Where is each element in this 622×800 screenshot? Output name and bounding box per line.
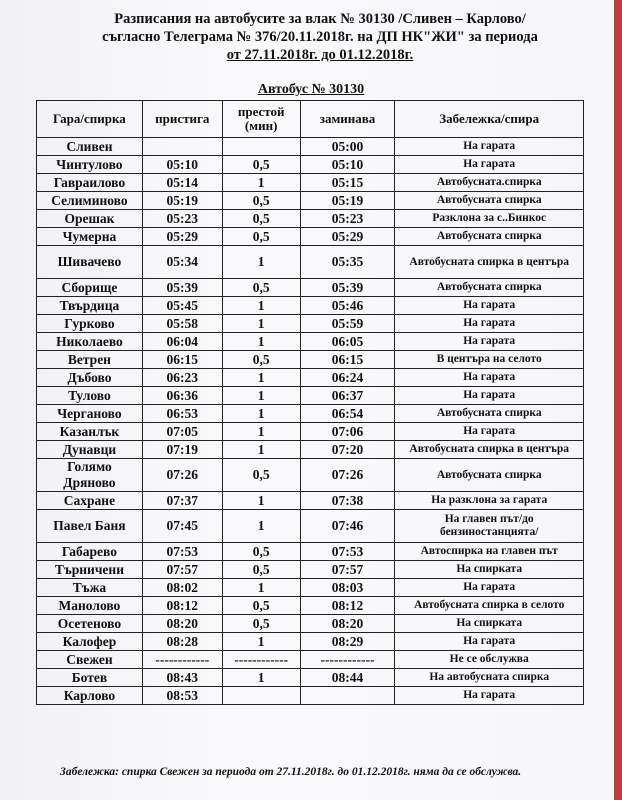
table-row [37,315,584,333]
depart-cell: 07:26 [300,459,395,492]
stay-cell: 1 [222,441,300,459]
note-cell: На гарата [395,315,584,333]
note-cell: На гарата [395,687,584,705]
stop-cell: Калофер [37,633,143,651]
stop-cell: Николаево [37,333,143,351]
depart-cell: 06:15 [300,351,395,369]
arrive-cell: 05:10 [142,156,222,174]
stay-cell: ------------ [222,651,300,669]
table-row [37,174,584,192]
table-row [37,669,584,687]
table-row [37,138,584,156]
table-row [37,297,584,315]
stay-cell: 1 [222,369,300,387]
note-cell: На гарата [395,138,584,156]
title-line-1: Разписания на автобусите за влак № 30130 /Сливен – Карлово/ [114,11,526,27]
bus-title: Автобус № 30130 [257,82,365,97]
stay-cell: 1 [222,387,300,405]
table-row [37,210,584,228]
stop-cell: Ветрен [37,351,143,369]
table-row [37,510,584,543]
stop-cell: Павел Баня [37,510,143,543]
depart-cell: 07:53 [300,543,395,561]
table-row [37,561,584,579]
depart-cell: 07:38 [300,492,395,510]
stop-cell: Чинтулово [37,156,143,174]
arrive-cell: 06:53 [142,405,222,423]
arrive-cell: 06:15 [142,351,222,369]
stay-cell: 0,5 [222,597,300,615]
table-row [37,651,584,669]
arrive-cell: 07:37 [142,492,222,510]
stop-cell: Орешак [37,210,143,228]
stop-cell: Свежен [37,651,143,669]
note-cell: Автобусната спирка [395,459,584,492]
note-cell: Автобусната спирка в селото [395,597,584,615]
note-cell: Автобусната спирка [395,405,584,423]
arrive-cell: 07:45 [142,510,222,543]
stop-cell: Селиминово [37,192,143,210]
arrive-cell: 08:43 [142,669,222,687]
note-cell: Автобусната.спирка [395,174,584,192]
header-stop: Гара/спирка [37,101,143,138]
note-cell: Автобусната спирка в центъра [395,441,584,459]
note-cell: На главен път/до бензиностанцията/ [395,510,584,543]
table-row [37,228,584,246]
stay-cell: 0,5 [222,228,300,246]
stop-cell: Голямо Дряново [37,459,143,492]
arrive-cell: 05:58 [142,315,222,333]
stop-cell: Габарево [37,543,143,561]
arrive-cell: 08:28 [142,633,222,651]
note-cell: На гарата [395,579,584,597]
arrive-cell: 05:19 [142,192,222,210]
table-row [37,369,584,387]
note-cell: На спирката [395,615,584,633]
arrive-cell: 06:36 [142,387,222,405]
arrive-cell: 07:19 [142,441,222,459]
note-cell: На гарата [395,633,584,651]
stay-cell: 1 [222,633,300,651]
stay-cell [222,138,300,156]
stop-cell: Сливен [37,138,143,156]
note-cell: Не се обслужва [395,651,584,669]
stop-cell: Тулово [37,387,143,405]
arrive-cell: 07:05 [142,423,222,441]
note-cell: Автобусната спирка [395,228,584,246]
stop-cell: Чумерна [37,228,143,246]
note-cell: Разклона за с..Бинкос [395,210,584,228]
table-row [37,156,584,174]
stop-cell: Дунавци [37,441,143,459]
header-depart: заминава [300,101,395,138]
depart-cell: 05:35 [300,246,395,279]
stay-cell: 0,5 [222,561,300,579]
arrive-cell: 05:45 [142,297,222,315]
stop-cell: Търничени [37,561,143,579]
note-cell: На гарата [395,387,584,405]
stay-cell: 1 [222,174,300,192]
stay-cell: 0,5 [222,543,300,561]
arrive-cell: 07:53 [142,543,222,561]
note-cell: На разклона за гарата [395,492,584,510]
stay-cell: 0,5 [222,210,300,228]
stop-cell: Черганово [37,405,143,423]
depart-cell: ------------ [300,651,395,669]
depart-cell: 08:29 [300,633,395,651]
stop-cell: Манолово [37,597,143,615]
arrive-cell: 05:14 [142,174,222,192]
note-cell: На гарата [395,369,584,387]
depart-cell: 06:37 [300,387,395,405]
stay-cell: 0,5 [222,279,300,297]
footnote: Забележка: спирка Свежен за периода от 27.11.2018г. до 01.12.2018г. няма да се обслужва. [60,766,522,778]
stay-cell: 1 [222,510,300,543]
arrive-cell: ------------ [142,651,222,669]
stay-cell: 1 [222,405,300,423]
note-cell: В центъра на селото [395,351,584,369]
stay-cell: 1 [222,492,300,510]
table-row [37,405,584,423]
depart-cell: 07:06 [300,423,395,441]
stay-cell: 1 [222,333,300,351]
stop-cell: Гавраилово [37,174,143,192]
depart-cell: 07:46 [300,510,395,543]
note-cell: На спирката [395,561,584,579]
depart-cell: 06:24 [300,369,395,387]
depart-cell: 08:03 [300,579,395,597]
depart-cell: 05:29 [300,228,395,246]
depart-cell: 08:12 [300,597,395,615]
stay-cell: 0,5 [222,351,300,369]
stop-cell: Казанлък [37,423,143,441]
note-cell: На гарата [395,156,584,174]
arrive-cell: 08:20 [142,615,222,633]
stay-cell: 1 [222,579,300,597]
table-row [37,351,584,369]
header-note: Забележка/спира [395,101,584,138]
stop-cell: Карлово [37,687,143,705]
stop-cell: Дъбово [37,369,143,387]
arrive-cell: 08:12 [142,597,222,615]
stop-cell: Сборище [37,279,143,297]
note-cell: На гарата [395,333,584,351]
stay-cell: 1 [222,669,300,687]
note-cell: На гарата [395,297,584,315]
arrive-cell: 08:53 [142,687,222,705]
stay-cell: 1 [222,423,300,441]
table-row [37,633,584,651]
depart-cell: 05:19 [300,192,395,210]
depart-cell: 05:59 [300,315,395,333]
arrive-cell: 05:29 [142,228,222,246]
arrive-cell [142,138,222,156]
depart-cell: 05:15 [300,174,395,192]
depart-cell: 08:44 [300,669,395,687]
table-body [37,138,584,705]
table-row [37,246,584,279]
arrive-cell: 05:34 [142,246,222,279]
depart-cell: 07:57 [300,561,395,579]
document-title [40,10,600,64]
stop-cell: Осетеново [37,615,143,633]
stop-cell: Сахране [37,492,143,510]
depart-cell [300,687,395,705]
arrive-cell: 07:57 [142,561,222,579]
depart-cell: 05:00 [300,138,395,156]
stop-cell: Шивачево [37,246,143,279]
stay-cell: 0,5 [222,459,300,492]
note-cell: Автобусната спирка [395,192,584,210]
depart-cell: 07:20 [300,441,395,459]
stay-cell: 1 [222,297,300,315]
arrive-cell: 06:04 [142,333,222,351]
table-row [37,423,584,441]
header-stay: престой (мин) [222,101,300,138]
note-cell: Автоспирка на главен път [395,543,584,561]
stay-cell: 1 [222,246,300,279]
note-cell: На автобусната спирка [395,669,584,687]
stay-cell: 0,5 [222,156,300,174]
depart-cell: 05:23 [300,210,395,228]
arrive-cell: 08:02 [142,579,222,597]
depart-cell: 05:10 [300,156,395,174]
arrive-cell: 06:23 [142,369,222,387]
stay-cell: 1 [222,315,300,333]
depart-cell: 05:46 [300,297,395,315]
table-row [37,441,584,459]
depart-cell: 05:39 [300,279,395,297]
depart-cell: 06:05 [300,333,395,351]
table-row [37,459,584,492]
table-row [37,687,584,705]
table-row [37,597,584,615]
title-line-3: от 27.11.2018г. до 01.12.2018г. [226,47,414,63]
stop-cell: Гурково [37,315,143,333]
schedule-table [36,100,584,705]
stay-cell [222,687,300,705]
stop-cell: Твърдица [37,297,143,315]
table-row [37,387,584,405]
table-row [37,543,584,561]
stay-cell: 0,5 [222,192,300,210]
table-row [37,615,584,633]
stay-cell: 0,5 [222,615,300,633]
depart-cell: 06:54 [300,405,395,423]
stop-cell: Ботев [37,669,143,687]
arrive-cell: 05:39 [142,279,222,297]
arrive-cell: 07:26 [142,459,222,492]
title-line-2: съгласно Телеграма № 376/20.11.2018г. на ДП НК"ЖИ" за периода [102,29,538,45]
table-row [37,492,584,510]
table-header-row [37,101,584,138]
table-row [37,192,584,210]
table-row [37,333,584,351]
table-row [37,579,584,597]
background-red-edge [614,0,622,800]
depart-cell: 08:20 [300,615,395,633]
stop-cell: Тъжа [37,579,143,597]
table-row [37,279,584,297]
note-cell: На гарата [395,423,584,441]
header-arrive: пристига [142,101,222,138]
note-cell: Автобусната спирка в центъра [395,246,584,279]
note-cell: Автобусната спирка [395,279,584,297]
arrive-cell: 05:23 [142,210,222,228]
